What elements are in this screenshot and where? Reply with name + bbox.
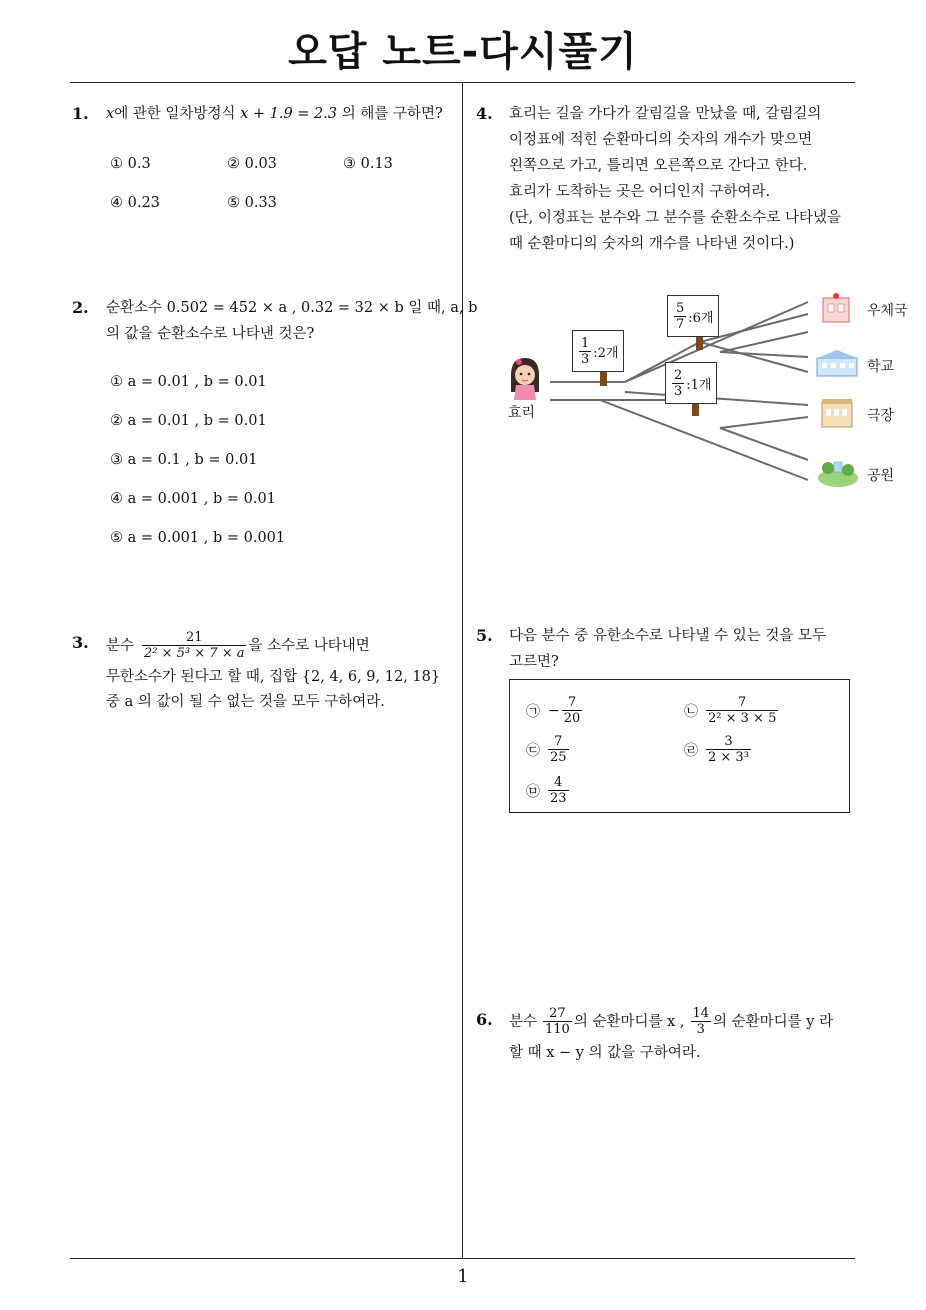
sign2-label: :2개	[593, 345, 619, 361]
sign2-den: 3	[581, 351, 590, 367]
sign1-frac	[674, 301, 686, 332]
q4-line2: 이정표에 적힌 순환마디의 숫자의 개수가 맞으면	[509, 132, 813, 148]
q6-line2: 할 때 x − y 의 값을 구하여라.	[509, 1045, 701, 1061]
q5-item-1-sign: −	[548, 702, 560, 719]
q6-frac-1	[543, 1006, 572, 1037]
q6-prefix: 분수	[509, 1013, 538, 1030]
place-school: 학교	[867, 359, 895, 375]
q2-choice-2[interactable]: ② a = 0.01 , b = 0.01	[110, 413, 267, 429]
q5-item-3-num: 7	[548, 734, 569, 750]
signpost-5-7	[667, 295, 719, 337]
q1-text-b: 에 관한 일차방정식	[114, 106, 241, 122]
q3-line2: 무한소수가 된다고 할 때, 집합 {2, 4, 6, 9, 12, 18}	[106, 669, 441, 685]
q1-var: x	[106, 106, 115, 122]
q1-choice-3[interactable]: ③ 0.13	[343, 156, 393, 172]
q4-line6: 때 순환마디의 숫자의 개수를 나타낸 것이다.)	[509, 236, 795, 252]
page-number: 1	[457, 1266, 469, 1287]
sign1-label: :6개	[688, 310, 714, 326]
q2-choice-3[interactable]: ③ a = 0.1 , b = 0.01	[110, 452, 258, 468]
q5-item-5[interactable]	[526, 775, 571, 806]
signpost-1-3	[572, 330, 624, 372]
q1-number: 1.	[72, 104, 89, 123]
q4-line1: 효리는 길을 가다가 갈림길을 만났을 때, 갈림길의	[509, 106, 822, 122]
post-office-icon	[823, 293, 849, 322]
q3-suffix: 을 소수로 나타내면	[248, 637, 370, 654]
sign1-num: 5	[676, 300, 685, 316]
q5-item-3-den: 25	[550, 750, 567, 765]
signpost-2-3	[665, 362, 717, 404]
q1-text-c: 의 해를 구하면?	[337, 106, 443, 122]
q5-item-4-mark: ㉣	[684, 742, 698, 759]
q3-prefix: 분수	[106, 637, 135, 654]
q5-item-2-den: 2² × 3 × 5	[708, 711, 777, 726]
q6-line1	[509, 1006, 833, 1037]
q4-line3: 왼쪽으로 가고, 틀리면 오른쪽으로 간다고 한다.	[509, 158, 808, 174]
q1-choice-2[interactable]: ② 0.03	[227, 156, 277, 172]
person-label: 효리	[508, 405, 536, 421]
q3-frac-num: 21	[142, 630, 246, 646]
q5-item-5-den: 23	[550, 791, 567, 806]
park-icon	[818, 462, 858, 487]
q3-number: 3.	[72, 633, 89, 652]
q1-choice-5[interactable]: ⑤ 0.33	[227, 195, 277, 211]
q2-line2: 의 값을 순환소수로 나타낸 것은?	[106, 326, 315, 342]
q5-item-4-num: 3	[706, 734, 751, 750]
q1-equation: x + 1.9 = 2.3	[240, 106, 338, 122]
q5-item-2-num: 7	[706, 695, 778, 711]
q3-line3: 중 a 의 값이 될 수 없는 것을 모두 구하여라.	[106, 694, 385, 710]
q2-choice-4[interactable]: ④ a = 0.001 , b = 0.01	[110, 491, 276, 507]
q5-item-2[interactable]	[684, 695, 780, 726]
q1-choice-1[interactable]: ① 0.3	[110, 156, 151, 172]
q5-item-4-frac	[706, 734, 751, 765]
q5-item-1-frac	[562, 695, 583, 726]
q6-number: 6.	[476, 1010, 493, 1029]
q5-line2: 고르면?	[509, 654, 559, 670]
q6-f2-num: 14	[692, 1006, 710, 1021]
q6-suffix: 의 순환마디를 y 라	[713, 1013, 834, 1030]
q6-frac-2	[691, 1006, 712, 1037]
q2-choice-1[interactable]: ① a = 0.01 , b = 0.01	[110, 374, 267, 390]
place-post-office: 우체국	[867, 303, 908, 319]
q5-item-2-frac	[706, 695, 778, 726]
q5-item-5-num: 4	[548, 775, 569, 791]
q6-f1-num: 27	[543, 1006, 572, 1022]
q6-f1-den: 110	[545, 1022, 570, 1037]
q5-item-5-frac	[548, 775, 569, 806]
theater-icon	[822, 399, 852, 427]
place-park: 공원	[867, 468, 895, 484]
q6-f2-den: 3	[696, 1022, 705, 1037]
q3-frac-den: 2² × 5³ × 7 × a	[144, 646, 245, 661]
q2-line1: 순환소수 0.502 = 452 × a , 0.32 = 32 × b 일 때, a, b	[106, 300, 478, 316]
sign2-num: 1	[581, 335, 590, 351]
sign2-frac	[579, 336, 591, 367]
q2-number: 2.	[72, 298, 89, 317]
q2-choice-5[interactable]: ⑤ a = 0.001 , b = 0.001	[110, 530, 286, 546]
q5-number: 5.	[476, 626, 493, 645]
q5-item-1-mark: ㉠	[526, 703, 540, 720]
q5-item-3-mark: ㉢	[526, 742, 540, 759]
sign3-label: :1개	[686, 377, 712, 393]
q5-item-4[interactable]	[684, 734, 753, 765]
q4-line4: 효리가 도착하는 곳은 어디인지 구하여라.	[509, 184, 771, 200]
q5-item-1-den: 20	[563, 711, 581, 726]
q6-mid: 의 순환마디를 x ,	[573, 1013, 685, 1030]
q1-choice-4[interactable]: ④ 0.23	[110, 195, 160, 211]
q5-item-3-frac	[548, 734, 569, 765]
q5-item-2-mark: ㉡	[684, 703, 698, 720]
q5-item-3[interactable]	[526, 734, 571, 765]
q5-item-1-num: 7	[562, 695, 583, 711]
q5-item-4-den: 2 × 3³	[708, 750, 749, 765]
q5-item-1[interactable]	[526, 695, 584, 726]
q5-item-5-mark: ㉤	[526, 783, 540, 800]
girl-icon	[511, 358, 539, 400]
q4-number: 4.	[476, 104, 493, 123]
sign1-den: 7	[676, 316, 685, 332]
page-title: 오답 노트-다시풀기	[288, 29, 638, 75]
q4-line5: (단, 이정표는 분수와 그 분수를 순환소수로 나타냈을	[509, 210, 842, 226]
q5-line1: 다음 분수 중 유한소수로 나타낼 수 있는 것을 모두	[509, 628, 827, 644]
sign3-den: 3	[674, 383, 683, 399]
sign3-frac	[672, 368, 684, 399]
school-icon	[817, 350, 857, 376]
place-theater: 극장	[867, 408, 895, 424]
sign3-num: 2	[674, 367, 683, 383]
